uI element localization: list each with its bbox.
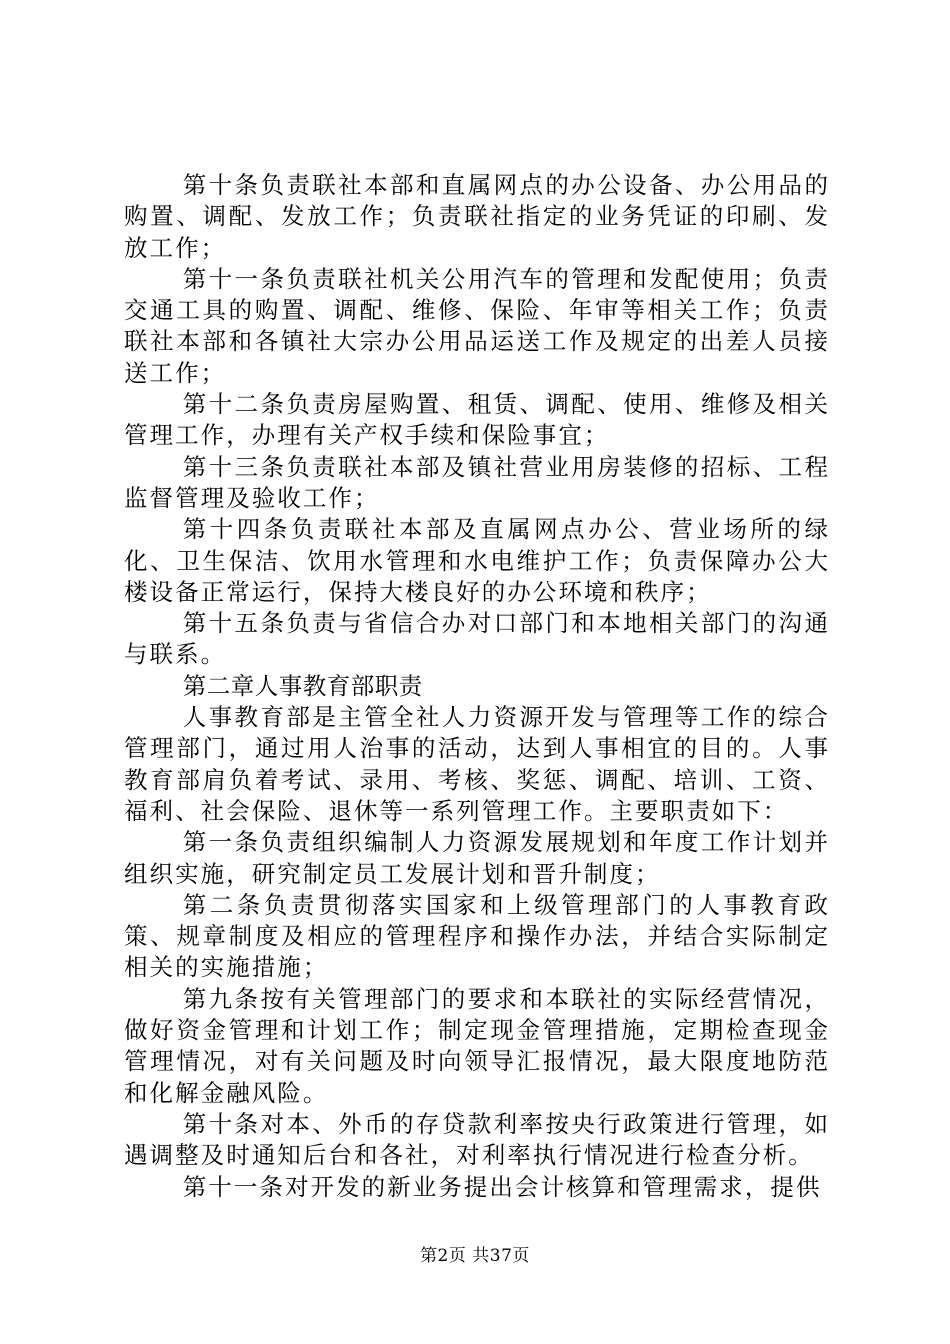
paragraph-hr-overview: 人事教育部是主管全社人力资源开发与管理等工作的综合管理部门，通过用人治事的活动，达到人事相宜的目的。人事教育部肩负着考试、录用、考核、奖惩、调配、培训、工资、福利、社会保险、退休等一系列管理工作。主要职责如下：: [124, 703, 830, 825]
chapter-heading: 第二章人事教育部职责: [182, 671, 423, 700]
page-number-footer: 第2页 共37页: [420, 1246, 530, 1266]
document-body: [124, 170, 830, 1203]
paragraph-article-11-vehicles: 第十一条负责联社机关公用汽车的管理和发配使用；负责交通工具的购置、调配、维修、保险、年审等相关工作；负责联社本部和各镇社大宗办公用品运送工作及规定的出差人员接送工作；: [124, 264, 830, 387]
paragraph-hr-article-2: 第二条负责贯彻落实国家和上级管理部门的人事教育政策、规章制度及相应的管理程序和操作办法，并结合实际制定相关的实施措施；: [124, 890, 830, 982]
paragraph-article-14-facilities: 第十四条负责联社本部及直属网点办公、营业场所的绿化、卫生保洁、饮用水管理和水电维护工作；负责保障办公大楼设备正常运行，保持大楼良好的办公环境和秩序；: [124, 515, 830, 606]
paragraph-article-10-office-supplies: 第十条负责联社本部和直属网点的办公设备、办公用品的购置、调配、发放工作；负责联社指定的业务凭证的印刷、发放工作；: [124, 171, 830, 262]
paragraph-article-12-housing: 第十二条负责房屋购置、租赁、调配、使用、维修及相关管理工作，办理有关产权手续和保险事宜；: [124, 390, 830, 450]
paragraph-article-10-interest-rates: 第十条对本、外币的存贷款利率按央行政策进行管理，如遇调整及时通知后台和各社，对利率执行情况进行检查分析。: [124, 1109, 830, 1170]
paragraph-hr-article-1: 第一条负责组织编制人力资源发展规划和年度工作计划并组织实施，研究制定员工发展计划和晋升制度；: [124, 828, 830, 888]
paragraph-article-11-new-business: 第十一条对开发的新业务提出会计核算和管理需求，提供: [182, 1172, 822, 1201]
paragraph-article-15-liaison: 第十五条负责与省信合办对口部门和本地相关部门的沟通与联系。: [124, 609, 830, 669]
paragraph-article-13-renovation: 第十三条负责联社本部及镇社营业用房装修的招标、工程监督管理及验收工作；: [124, 452, 830, 512]
paragraph-article-9-funds: 第九条按有关管理部门的要求和本联社的实际经营情况，做好资金管理和计划工作；制定现金管理措施，定期检查现金管理情况，对有关问题及时向领导汇报情况，最大限度地防范和化解金融风险。: [124, 984, 830, 1107]
